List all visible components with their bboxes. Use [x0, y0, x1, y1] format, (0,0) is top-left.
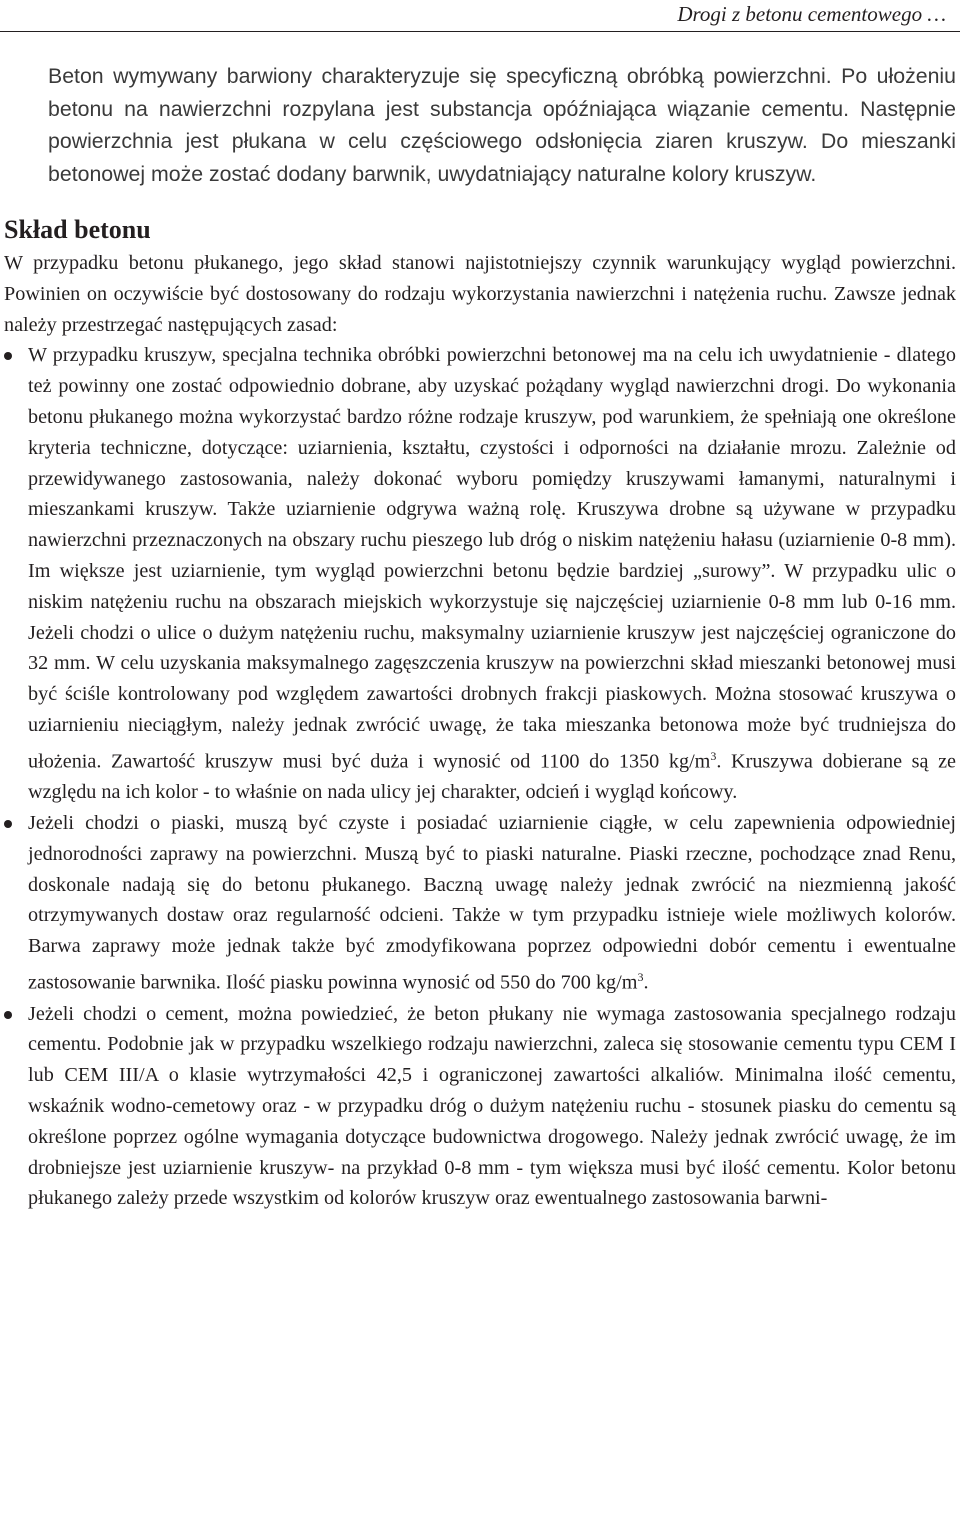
bullet-icon — [4, 1011, 12, 1019]
intro-paragraph: Beton wymywany barwiony charakteryzuje się specyficzną obróbką powierzchni. Po ułożeniu betonu na nawierzchni rozpylana jest substancja opóźniająca wiązanie cementu. Następnie powierzchnia jest płukana w celu częściowego odsłonięcia ziaren kruszyw. Do mieszanki betonowej może zostać dodany barwnik, uwydatniający naturalne kolory kruszyw. — [48, 64, 956, 186]
page-content — [4, 60, 957, 1214]
rules-list — [4, 340, 956, 1214]
list-item-aggregates — [4, 340, 956, 808]
superscript: 3 — [637, 970, 644, 985]
bullet-icon — [4, 352, 12, 360]
list-item-text: Jeżeli chodzi o piaski, muszą być czyste i posiadać uziarnienie ciągłe, w celu zapewnienia odpowiedniej jednorodności zaprawy na powierzchni. Muszą być to piaski naturalne. Piaski rzeczne, pochodzące znad Renu, doskonale nadają się do betonu płukanego. Baczną uwagę należy jednak zwrócić na niezmienną jakość otrzymywanych dostaw oraz regularność odcieni. Także w tym przypadku istnieje wiele możliwych kolorów. Barwa zaprawy może jednak także być zmodyfikowana poprzez odpowiedni dobór cementu i ewentualne zastosowanie barwnika. Ilość piasku powinna wynosić od 550 do 700 kg/m — [28, 812, 956, 994]
section-paragraph: W przypadku betonu płukanego, jego skład stanowi najistotniejszy czynnik warunkujący wygląd powierzchni. Powinien on oczywiście być dostosowany do rodzaju wykorzystania nawierzchni i natężenia ruchu. Zawsze jednak należy przestrzegać następujących zasad: — [4, 252, 956, 336]
page-header — [0, 0, 960, 32]
running-header-title: Drogi z betonu cementowego … — [677, 2, 946, 26]
bullet-icon — [4, 820, 12, 828]
section-heading: Skład betonu — [4, 215, 151, 244]
list-item-text: Jeżeli chodzi o cement, można powiedzieć, że beton płukany nie wymaga zastosowania specjalnego rodzaju cementu. Podobnie jak w przypadku wszelkiego rodzaju nawierzchni, zaleca się stosowanie cementu typu CEM I lub CEM III/A o klasie wytrzymałości 42,5 i ograniczonej zawartości alkaliów. Minimalna ilość cementu, wskaźnik wodno-cemetowy oraz - w przypadku dróg o dużym natężeniu ruchu - stosunek piasku do cementu są określone poprzez ogólne wymagania dotyczące budownictwa drogowego. Należy jednak zwrócić uwagę, że im drobniejsze jest uziarnienie kruszyw- na przykład 0-8 mm - tym większa musi być ilość cementu. Kolor betonu płukanego zależy przede wszystkim od kolorów kruszyw oraz ewentualnego zastosowania barwni- — [28, 1002, 956, 1210]
list-item-text-continued: . — [643, 971, 649, 994]
list-item-text-continued: . Kruszywa dobierane są ze względu na ich kolor - to właśnie on nada ulicy jej charakter, odcień i wygląd końcowy. — [28, 750, 957, 804]
header-divider — [0, 31, 960, 32]
list-item-cement — [4, 999, 956, 1215]
list-item-text: W przypadku kruszyw, specjalna technika obróbki powierzchni betonowej ma na celu ich uwydatnienie - dlatego też powinny one zostać odpowiednio dobrane, aby uzyskać pożądany wygląd nawierzchni drogi. Do wykonania betonu płukanego można wykorzystać bardzo różne rodzaje kruszyw, pod warunkiem, że spełniają one określone kryteria techniczne, dotyczące: uziarnienia, kształtu, czystości i odporności na działanie mrozu. Zależnie od przewidywanego zastosowania, należy dokonać wyboru pomiędzy kruszywami łamanymi, naturalnymi i mieszankami kruszyw. Także uziarnienie odgrywa ważną rolę. Kruszywa drobne są używane w przypadku nawierzchni przeznaczonych na obszary ruchu pieszego lub dróg o niskim natężeniu hałasu (uziarnienie 0-8 mm). Im większe jest uziarnienie, tym wygląd powierzchni betonu będzie bardziej „surowy”. W przypadku ulic o niskim natężeniu ruchu na obszarach miejskich wykorzystuje się najczęściej uziarnienie 0-8 mm lub 0-16 mm. Jeżeli chodzi o ulice o dużym natężeniu ruchu, maksymalny uziarnienie kruszyw jest najczęściej ograniczone do 32 mm. W celu uzyskania maksymalnego zagęszczenia kruszyw na powierzchni skład mieszanki betonowej musi być ściśle kontrolowany pod względem zawartości drobnych frakcji piaskowych. Można stosować kruszywa o uziarnieniu nieciągłym, należy jednak zwrócić uwagę, że taka mieszanka betonowa może być trudniejsza do ułożenia. Zawartość kruszyw musi być duża i wynosić od 1100 do 1350 kg/m — [28, 344, 956, 773]
superscript: 3 — [710, 748, 717, 763]
list-item-sands — [4, 808, 956, 999]
